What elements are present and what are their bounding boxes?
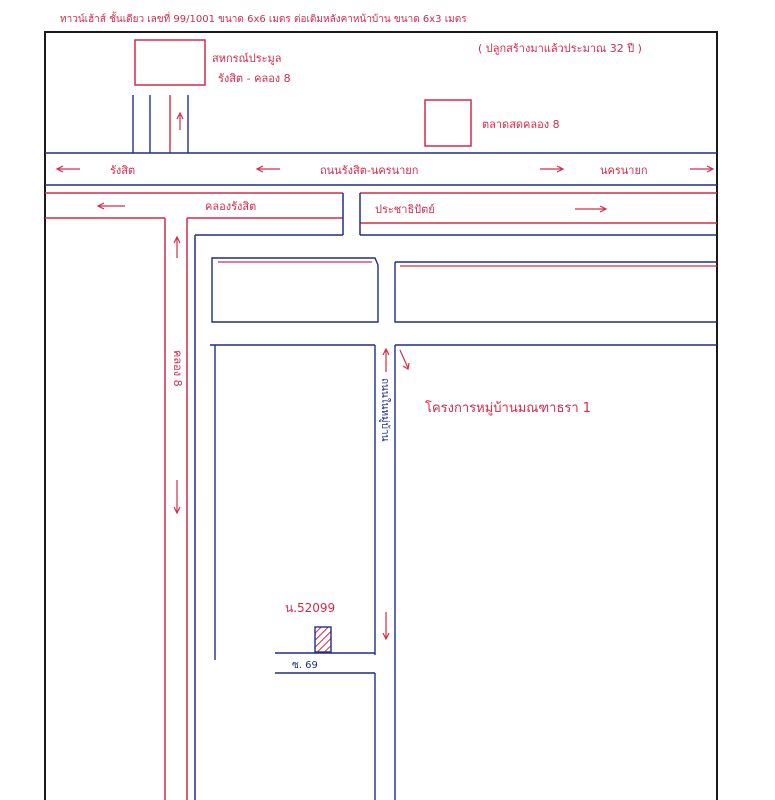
soi-label: ซ. 69 bbox=[292, 660, 318, 671]
canal-label: คลองรังสิต bbox=[205, 200, 257, 213]
khlong8-road bbox=[165, 218, 717, 800]
soi-road-label: ถนนในหมู่บ้าน bbox=[379, 378, 390, 442]
property-marker-icon bbox=[315, 627, 331, 652]
property-deed: น.52099 bbox=[285, 601, 336, 615]
header-line2: ( ปลูกสร้างมาแล้วประมาณ 32 ปี ) bbox=[478, 42, 642, 55]
road-label-rangsit: รังสิต bbox=[110, 164, 136, 177]
city-block-upper-right bbox=[395, 262, 717, 322]
header-line1: ทาวน์เฮ้าส์ ชั้นเดียว เลขที่ 99/1001 ขนาด 6x6 เมตร ต่อเติมหลังคาหน้าบ้าน ขนาด 6x3 เมตร bbox=[60, 14, 467, 25]
market-building bbox=[425, 100, 471, 146]
arrow-icon bbox=[98, 203, 606, 212]
project-name: โครงการหมู่บ้านมณฑาธรา 1 bbox=[425, 401, 592, 416]
coop-building bbox=[135, 40, 205, 85]
coop-name: สหกรณ์ประมูล bbox=[212, 52, 282, 65]
market-name: ตลาดสดคลอง 8 bbox=[482, 118, 560, 131]
khlong8-label: คลอง 8 bbox=[171, 350, 184, 387]
coop-sub: รังสิต - คลอง 8 bbox=[218, 72, 291, 85]
road-label-nakhon-nayok: นครนายก bbox=[600, 164, 648, 177]
pracha-label: ประชาธิปัตย์ bbox=[375, 203, 435, 216]
road-label-main: ถนนรังสิต-นครนายก bbox=[320, 164, 419, 177]
city-block-upper-left bbox=[212, 258, 378, 322]
coop-access-road bbox=[133, 95, 188, 153]
